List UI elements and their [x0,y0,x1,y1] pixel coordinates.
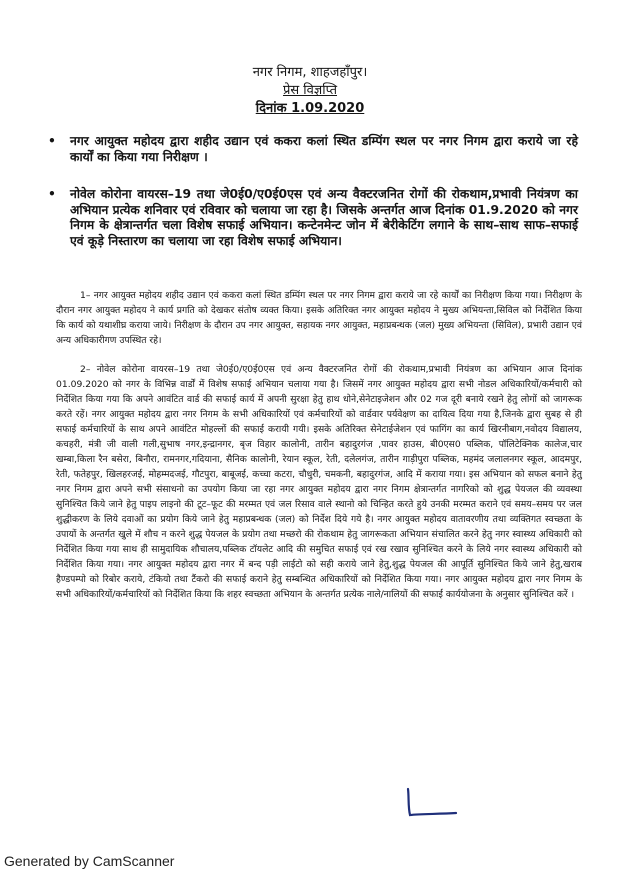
signature-mark [400,785,460,819]
bullet-point [48,134,578,165]
paragraph-text: 1– नगर आयुक्त महोदय शहीद उद्यान एवं ककरा कलां स्थित डम्पिंग स्थल पर नगर निगम द्वारा कराये जा रहे कार्यों का निरीक्षण किया गया। निरीक्षण के दौरान नगर आयुक्त महोदय ने कार्य प्रगति को देखकर संतोष व्यक्त किया। इसके अतिरिक्त नगर आयुक्त महोदय ने मुख्य अभियन्ता,सिविल को निर्देशित किया कि कार्य को यथाशीघ्र कराया जाये। निरीक्षण के दौरान उप नगर आयुक्त, सहायक नगर आयुक्त, महाप्रबन्धक (जल) मुख्य अभियन्ता (सिविल), प्रभारी उद्यान एवं अन्य अधिकारीगण उपस्थित रहे। [56,290,582,346]
body-paragraph [56,362,582,602]
document-date: दिनांक 1.09.2020 [255,101,365,116]
bullet-icon: • [48,134,56,148]
scanner-footer: Generated by CamScanner [4,853,175,869]
document-title: प्रेस विज्ञप्ति [282,83,338,98]
bullet-text: नोवेल कोरोना वायरस–19 तथा जे0ई0/ए0ई0एस एवं अन्य वैक्टरजनित रोगों की रोकथाम,प्रभावी नियंत्रण का अभियान प्रत्येक शनिवार एवं रविवार को चलाया जा रहा है। जिसके अन्तर्गत आज दिनांक 01.9.2020 को नगर निगम के क्षेत्रान्तर्गत चला विशेष सफाई अभियान। कन्टेनमेन्ट जोन में बेरीकेटिंग लगाने के साथ–साथ साफ–सफाई एवं कूड़े निस्तारण का चलाया जा रहा विशेष सफाई अभियान। [70,187,578,248]
body-paragraph [56,288,582,348]
bullet-point [48,187,578,249]
organization-name: नगर निगम, शाहजहाँपुर। [252,65,368,80]
bullet-icon: • [48,187,56,201]
bullet-text: नगर आयुक्त महोदय द्वारा शहीद उद्यान एवं ककरा कलां स्थित डम्पिंग स्थल पर नगर निगम द्वारा कराये जा रहे कार्यों का किया गया निरीक्षण । [70,134,578,164]
paragraph-text: 2– नोवेल कोरोना वायरस–19 तथा जे0ई0/ए0ई0एस एवं अन्य वैक्टरजनित रोगों की रोकथाम,प्रभावी नियंत्रण का अभियान आज दिनांक 01.09.2020 को नगर के विभिन्न वार्डों में विशेष सफाई अभियान चलाया गया है। जिसमें नगर आयुक्त महोदय द्वारा सभी नोडल अधिकारियों/कर्मचारी को निर्देशित किया गया कि अपने आवंटित वार्ड की सफाई कार्य में अपनी सुरक्षा हेतु हाथ धोने,सेनेटाइजेशन और 02 गज दूरी बनाये रखने हेतु लोगों को जागरूक करते रहें। नगर आयुक्त महोदय द्वारा नगर निगम के सभी अधिकारियों एवं कर्मचारियों को वार्डवार पर्यवेक्षण का दायित्व दिया गया है,जिनके द्वारा सुबह से ही सफाई कर्मचारियों के साथ अपने आवंटित मोहल्लों की सफाई करायी गयी। इसके अतिरिक्त सेनेटाईजेशन एवं फागिंग का कार्य खिरनीबाग,नवोदय विद्यालय, कचहरी, मंत्री जी वाली गली,सुभाष नगर,इन्द्रानगर, बृज विहार कालोनी, तारीन बहादुरगंज ,पावर हाउस, बी0एस0 पब्लिक, पॉलिटेक्निक कालेज,चार खम्बा,किला रैन बसेरा, बिनौरा, रामनगर,गदियाना, सैनिक कालोनी, रेयान स्कूल, रेती, दलेलगंज, तारीन गाड़ीपुरा पब्लिक, महमंद जलालनगर स्कूल, आदमपुर, रेती, फतेहपुर, खिलहरजई, मोहम्मदजई, गौटपुरा, बाबूजई, कच्चा कटरा, चौधुरी, चमकनी, बहादुरगंज, आदि में कराया गया। इस अभियान को सफल बनाने हेतु नगर निगम द्वारा अपने सभी संसाधनो का उपयोग किया जा रहा नगर आयुक्त महोदय द्वारा नगर निगम क्षेत्रान्तर्गत नागरिको को शुद्ध पेयजल की व्यवस्था सुनिश्चित किये जाने हेतु पाइप लाइनो की टूट–फूट की मरम्मत एवं जल रिसाव वाले स्थानो को चिन्हित करते हुये उनकी मरम्मत कराने एवं समय–समय पर जल शुद्धीकरण के लिये दवाओं का प्रयोग किये जाने हेतु महाप्रबन्धक (जल) को निर्देश दिये गये है। नगर आयुक्त महोदय वातावरणीय तथा व्यक्तिगत स्वच्छता के उपायों के अन्तर्गत खुले में शौच न करने शुद्ध पेयजल के प्रयोग तथा मच्छरो की रोकथाम हेतु जागरूकता अभियान संचालित करने हेतु नगर स्वास्थ्य अधिकारी को निर्देशित किया गया साथ ही सामुदायिक शौचालय,पब्लिक टॉयलेट आदि की समुचित सफाई एवं रख रखाव सुनिश्चित करने के लिये नगर स्वास्थ्य अधिकारी को निर्देशित किया गया। नगर आयुक्त महोदय द्वारा नगर में बन्द पड़ी लाईटो को सही कराये जाने हेतु,शुद्ध पेयजल की आपूर्ति सुनिश्चित किये जाने हेतु,खराब हैण्डपम्पो को रिबोर कराये, टंकियो तथा टैंकरो की सफाई कराने हेतु सम्बन्धित अधिकारियों को निर्देशित किया गया। नगर आयुक्त महोदय द्वारा नगर निगम के सभी अधिकारियों/कर्मचारियों को निर्देशित किया कि शहर स्वच्छता अभियान के अन्तर्गत प्रत्येक नाले/नालियों की सफाई कार्ययोजना के अनुसार सुनिश्चित करें । [56,364,582,600]
